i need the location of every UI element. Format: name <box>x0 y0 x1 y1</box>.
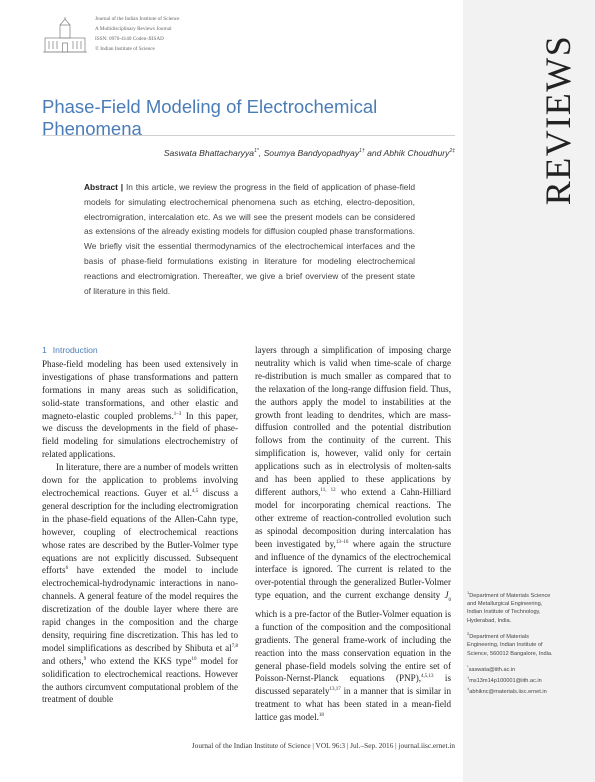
paragraph: In literature, there are a number of models written down for the application to problems involving electrochemical reactions. Guyer et al.$^{4,5}$ discuss a general description for the including electromigration in the phase-field equations of the Allen-Cahn type, however, coupling of electrochemical reactions whose rates are described by the Butler-Volmer type equations are not explicitly discussed. Subsequent efforts$^6$ have extended the model to include electrochemical-hydrodynamic interactions in nano-channels. A general feature of the model requires the discretization of the double layer where there are rapid changes in the composition and the charge density, requiring fine discretization. This has led to model simplifications as described by Shibuta et al$^{7,8}$ and others,$^9$ who extend the KKS type$^{10}$ model for solidification to electrochemical reactions. However the authors circumvent computational problem of the treatment of double <box>42 462 239 705</box>
author-name: Saswata Bhattacharyya <box>163 148 255 158</box>
email-list <box>467 663 555 696</box>
institute-logo-icon <box>41 16 89 56</box>
email: *saswata@iith.ac.in <box>467 663 516 673</box>
page-footer: Journal of the Indian Institute of Science | VOL 96:3 | Jul.–Sep. 2016 | journal.iisc.ernet.in <box>191 741 455 750</box>
journal-name: Journal of the Indian Institute of Science <box>95 16 180 22</box>
citation: 13–16 <box>335 539 349 545</box>
citation: 9 <box>83 656 87 662</box>
title-divider <box>42 135 455 136</box>
citation: 7,8 <box>231 643 238 649</box>
paragraph: Phase-field modeling has been used extensively in investigations of phase transformations and pattern formations in many areas such as solidification, solid-state transformations, and other elastic and magneto-elastic coupled problems.$^{1-3}$ In this paper, we discuss the developments in the field of phase-field modeling for simulations electrochemistry of related applications. <box>42 358 239 460</box>
affiliation: $^2$Department of Materials Engineering, Indian Institute of Science, 560012 Bangalore, India. <box>467 631 553 657</box>
abstract-label: Abstract | <box>84 182 124 192</box>
journal-subtitle: A Multidisciplinary Reviews Journal <box>95 26 172 32</box>
affiliations <box>467 589 555 696</box>
author-name: Abhik Choudhury <box>383 148 450 158</box>
citation: 13,17 <box>329 687 341 693</box>
math-variable: J <box>444 590 449 601</box>
article-title: Phase-Field Modeling of Electrochemical Phenomena <box>42 96 378 140</box>
body-column-right <box>255 344 451 724</box>
paragraph: layers through a simplification of imposing charge neutrality which is valid when time-scale of charge re-distribution is much smaller as compared that to the relaxation of the long-range diffusion field. Thus, the authors apply the model to instabilities at the growth front leading to dendrites, which are mass-diffusion controlled and the potential distribution follows from the continuity of the current. This simplification is, however, valid only for certain applications such as in electrolysis of molten-salts and has been applied to these applications by different authors,$^{11, 12}$ who extend a Cahn-Hilliard model for incorporating chemical reactions. The other extreme of reaction-controlled evolution such as spinodal decomposition during intercalation has been investigated by,$^{13-16}$ where again the structure and influence of the dynamics of the electrochemical interface is ignored. The current is related to the over-potential through the generalized Butler-Volmer type equation, and the current exchange density $J_0$ which is a pre-factor of the Butler-Volmer equation is a function of the composition and the compositional gradients. The general frame-work of including the reaction into the mass conservation equation in the general phase-field models solving the entire set of Poisson-Nernst-Planck equations (PNP),$^{4,5,13}$ is discussed separately$^{13,17}$ in a manner that is similar in treatment to what has been stated in a mean-field lattice gas model.$^{18}$ <box>255 345 452 723</box>
journal-copyright: © Indian Institute of Science <box>95 46 155 52</box>
author-list: Saswata Bhattacharyya$^{1*}$, Soumya Bandyopadhyay$^{1\dagger}$ and Abhik Choudhury$^{2\ddagger}$ <box>163 148 455 158</box>
citation: 18 <box>318 713 324 719</box>
affiliation: $^1$Department of Materials Science and Metallurgical Engineering, Indian Institute of Technology, Hyderabad, India. <box>467 590 551 624</box>
citation: 1–3 <box>173 411 182 417</box>
citation: 6 <box>65 566 69 572</box>
section-heading: 1 Introduction <box>42 345 98 355</box>
email: †ms13m14p100001@iith.ac.in <box>467 674 542 684</box>
citation: 10 <box>191 656 197 662</box>
author-name: Soumya Bandyopadhyay <box>263 148 360 158</box>
abstract-text: In this article, we review the progress in the field of application of phase-field models for simulating electrochemical phenomena such as etching, electro-deposition, electromigration, intercalation etc. As we will see the present models can be considered as extensions of the already existing models for diffusion coupled phase transformations. We briefly visit the essential thermodynamics of the electrochemical interfaces and the basis of phase-field formulations existing in literature for modeling electrochemical reactions and electromigration. Thereafter, we give a brief overview of the present state of literature in this field. <box>84 182 415 296</box>
email: ‡abhiknc@materials.iisc.ernet.in <box>467 686 547 695</box>
journal-meta <box>95 14 179 54</box>
abstract <box>84 180 415 298</box>
citation: 11, 12 <box>320 487 336 493</box>
citation: 4,5 <box>191 488 199 494</box>
journal-issn: ISSN: 0970-4140 Coden-JIISAD <box>95 36 164 42</box>
citation: 4,5,13 <box>421 674 434 680</box>
body-column-left <box>42 344 238 706</box>
section-type-label: REVIEWS <box>538 34 578 206</box>
